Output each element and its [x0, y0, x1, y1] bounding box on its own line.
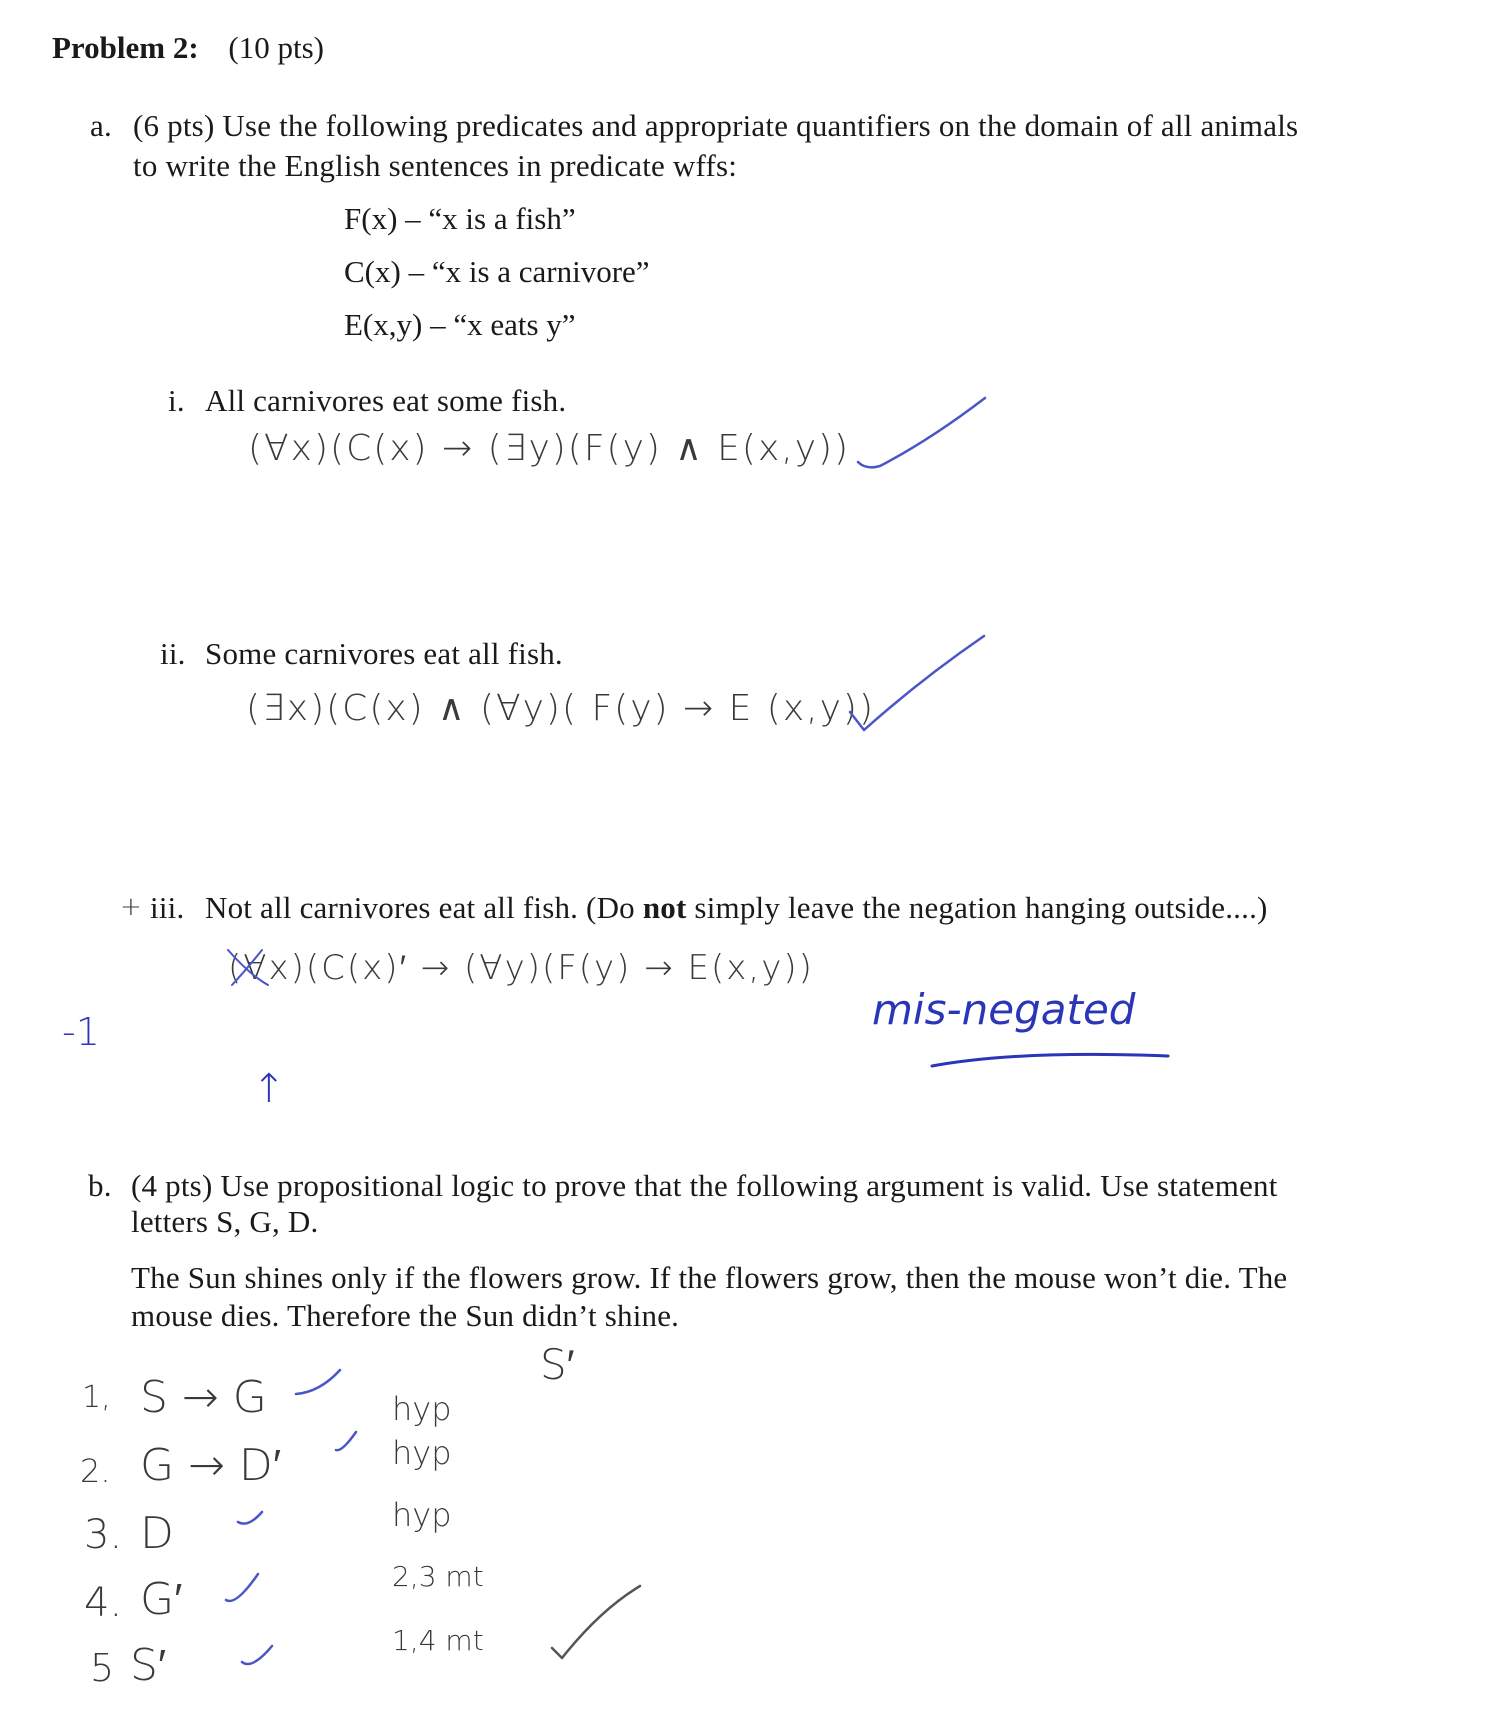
conclusion-note: S′	[540, 1340, 575, 1389]
proof-step-2-num: 2.	[80, 1452, 111, 1490]
proof-step-2-reason: hyp	[392, 1434, 452, 1472]
strike-out-mark	[228, 950, 268, 985]
item-i-text: All carnivores eat some fish.	[205, 383, 567, 418]
item-iii-score: -1	[62, 1010, 100, 1054]
item-iii-arrow: ↑	[252, 1066, 286, 1112]
check-mark-icon	[242, 1646, 272, 1664]
check-mark-icon	[850, 636, 984, 730]
proof-step-3-num: 3.	[84, 1512, 123, 1558]
proof-step-5-reason: 1,4 mt	[392, 1624, 484, 1657]
item-iii-text-bold: not	[642, 890, 687, 925]
proof-step-4-num: 4.	[84, 1580, 123, 1626]
item-iii-label: iii.	[150, 890, 185, 925]
item-iii-text-post: simply leave the negation hanging outside....)	[686, 890, 1268, 925]
proof-step-1-reason: hyp	[392, 1390, 452, 1428]
proof-step-5-num: 5	[90, 1646, 115, 1690]
proof-step-3-stmt: D	[140, 1508, 174, 1559]
proof-step-2-stmt: G → D′	[140, 1440, 282, 1491]
argument-line1: The Sun shines only if the flowers grow. If the flowers grow, then the mouse won’t die. The	[131, 1260, 1288, 1295]
check-mark-icon	[552, 1586, 640, 1658]
part-a-line1: (6 pts) Use the following predicates and appropriate quantifiers on the domain of all animals	[133, 108, 1299, 143]
part-a-line2: to write the English sentences in predicate wffs:	[133, 148, 738, 183]
item-iii-comment: mis-negated	[872, 985, 1136, 1034]
argument-line2: mouse dies. Therefore the Sun didn’t shine.	[131, 1298, 680, 1333]
item-iii-answer: (∀x)(C(x)′ → (∀y)(F(y) → E(x,y))	[228, 948, 814, 988]
predicate-c: C(x) – “x is a carnivore”	[344, 254, 650, 289]
proof-step-3-reason: hyp	[392, 1496, 452, 1534]
proof-step-1-stmt: S → G	[140, 1372, 267, 1423]
item-iii-mark: +	[120, 892, 142, 922]
part-b-line1: (4 pts) Use propositional logic to prove that the following argument is valid. Use statement	[131, 1168, 1278, 1203]
predicate-e: E(x,y) – “x eats y”	[344, 307, 576, 342]
item-ii-answer: (∃x)(C(x) ∧ (∀y)( F(y) → E (x,y))	[246, 688, 875, 729]
comment-underline	[932, 1054, 1168, 1066]
proof-step-4-reason: 2,3 mt	[392, 1560, 484, 1593]
proof-step-4-stmt: G′	[140, 1574, 183, 1625]
check-mark-icon	[226, 1574, 258, 1601]
proof-step-5-stmt: S′	[130, 1640, 167, 1691]
part-a-label: a.	[90, 108, 112, 143]
proof-step-1-num: 1,	[82, 1380, 111, 1415]
predicate-f: F(x) – “x is a fish”	[344, 201, 576, 236]
item-ii-text: Some carnivores eat all fish.	[205, 636, 563, 671]
problem-points: (10 pts)	[228, 30, 324, 65]
problem-title: Problem 2:	[52, 30, 199, 65]
part-b-label: b.	[88, 1168, 112, 1203]
check-mark-icon	[858, 398, 985, 467]
check-mark-icon	[296, 1370, 340, 1394]
part-b-line2: letters S, G, D.	[131, 1204, 319, 1239]
check-mark-icon	[336, 1432, 356, 1450]
check-mark-icon	[238, 1512, 262, 1524]
item-i-answer: (∀x)(C(x) → (∃y)(F(y) ∧ E(x,y))	[248, 428, 851, 469]
item-ii-label: ii.	[160, 636, 186, 671]
item-i-label: i.	[168, 383, 185, 418]
item-iii-text-pre: Not all carnivores eat all fish. (Do	[205, 890, 643, 925]
